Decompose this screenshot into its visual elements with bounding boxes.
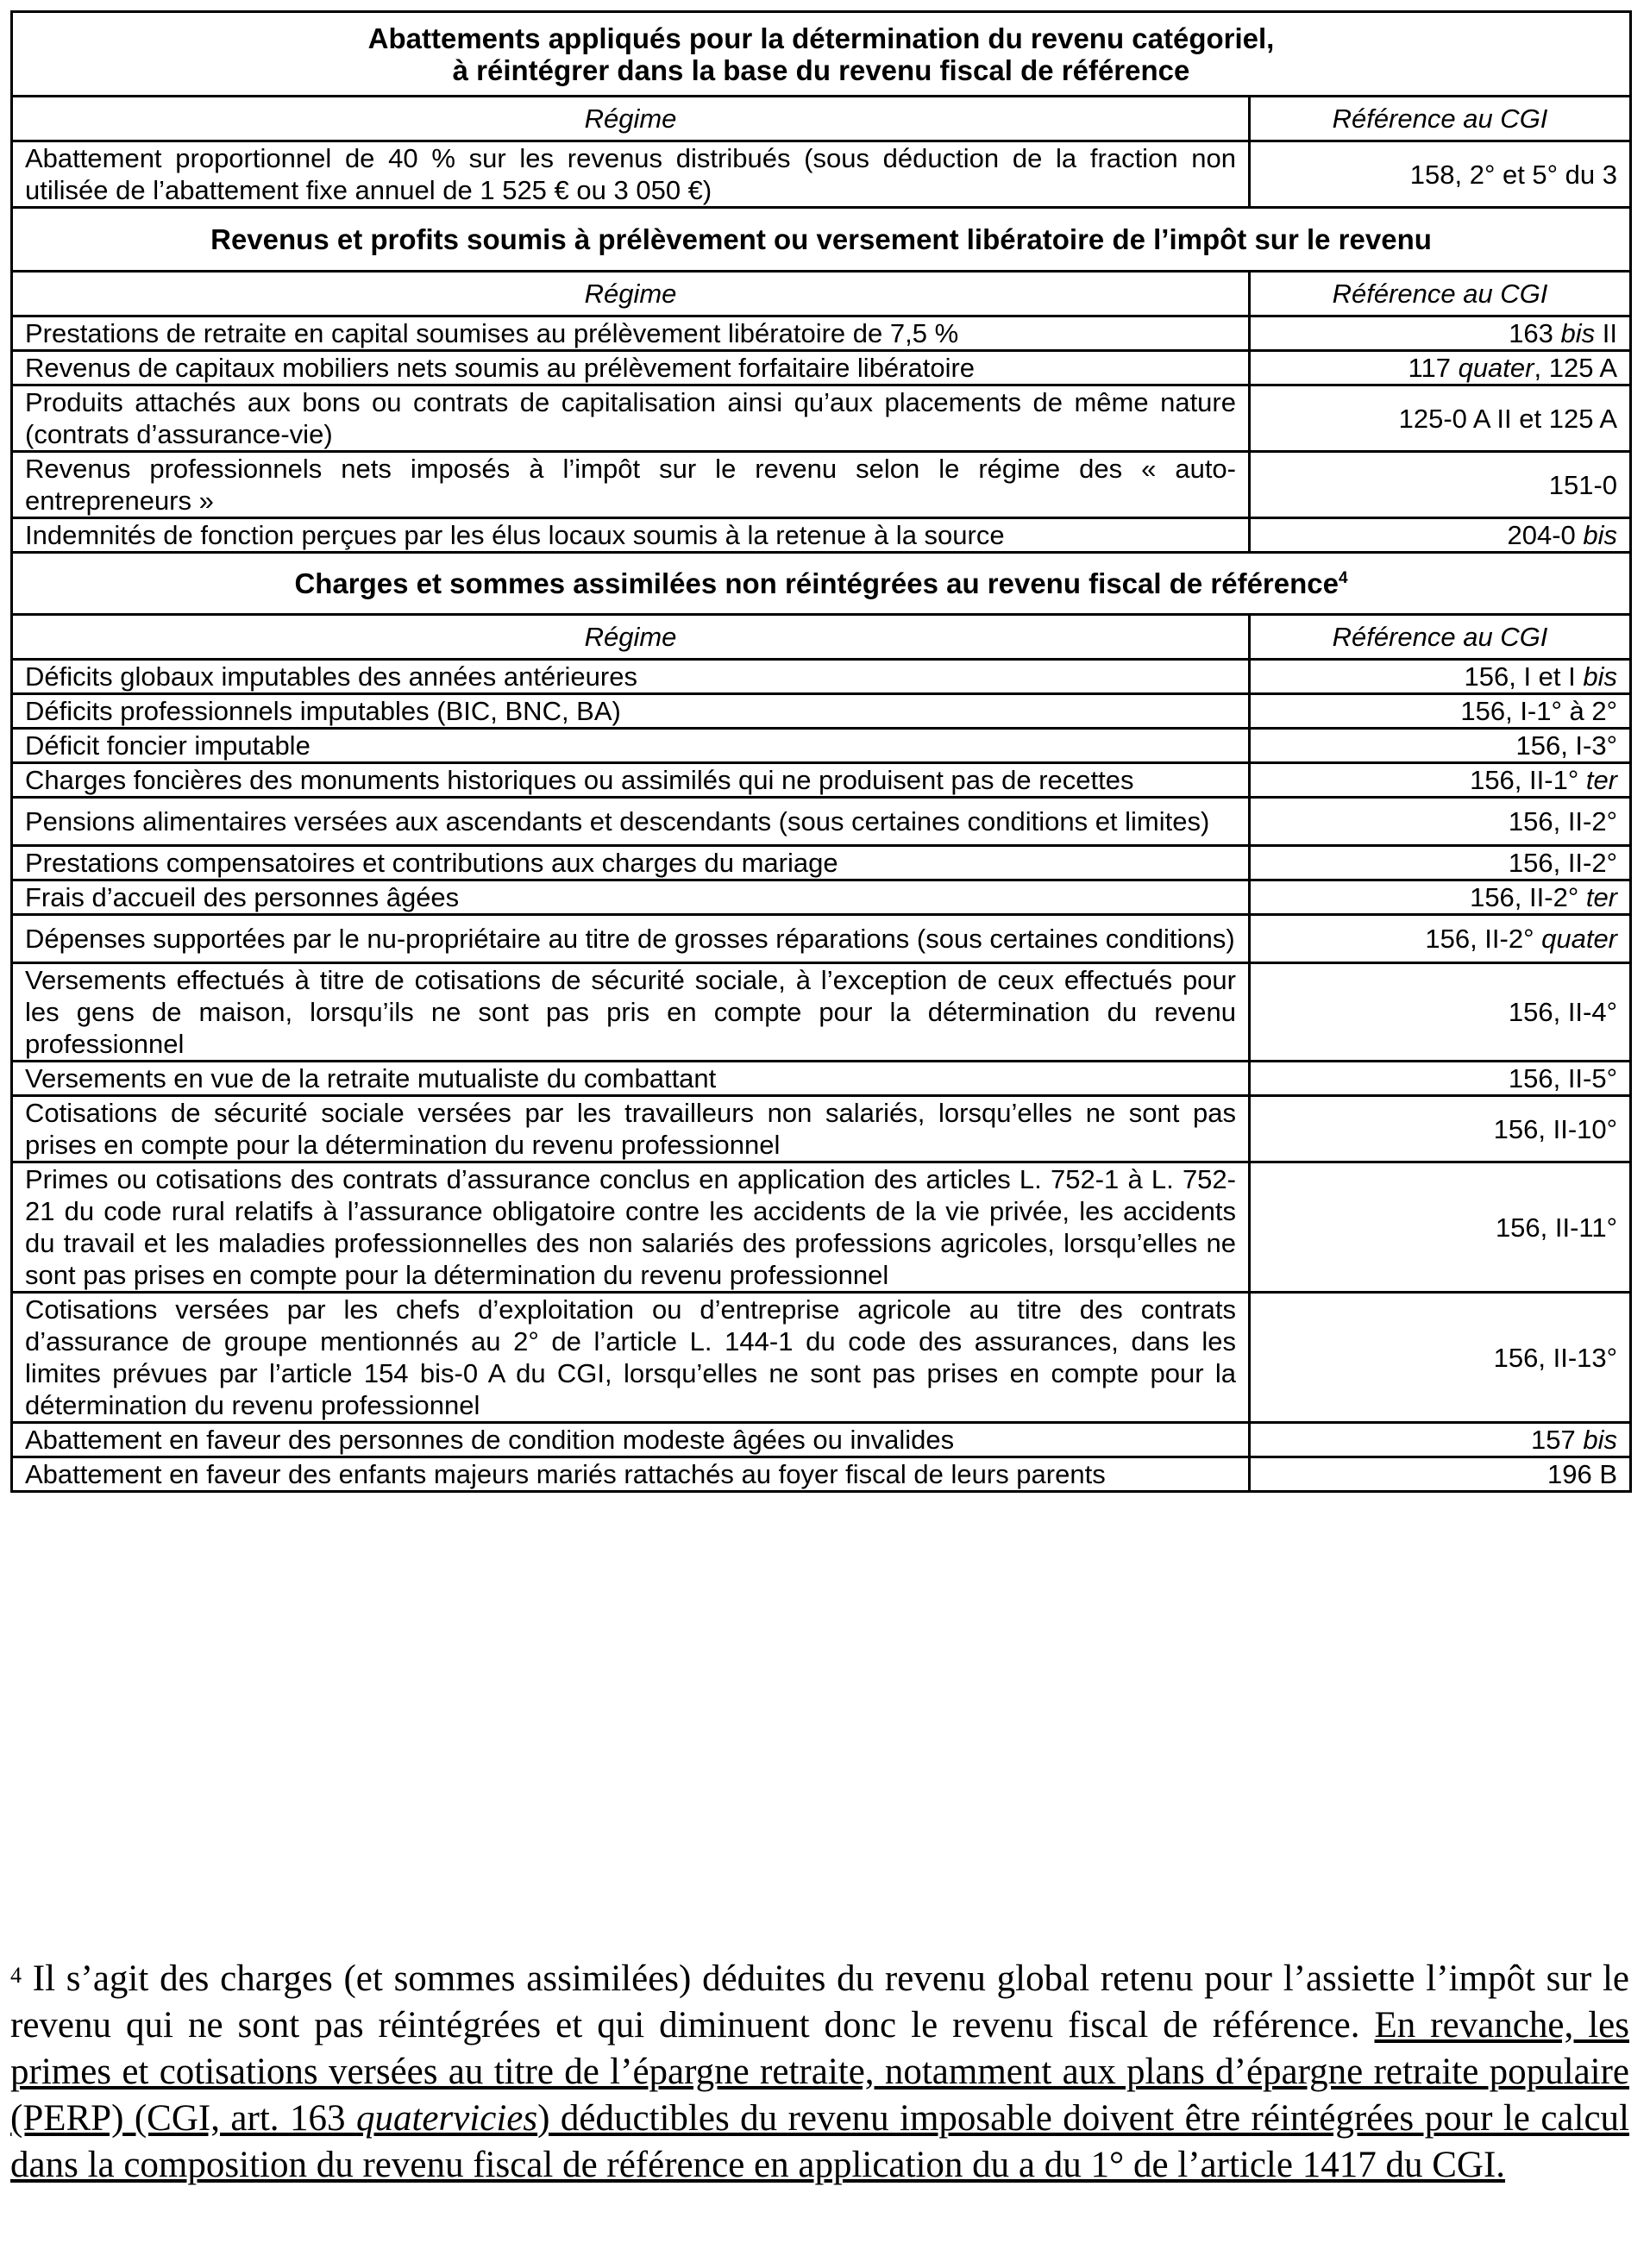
table-row [12, 729, 1631, 763]
column-header-reference: Référence au CGI [1250, 97, 1631, 141]
regime-cell: Versements effectués à titre de cotisations de sécurité sociale, à l’exception de ceux effectués pour les gens de maison, lorsqu’ils ne sont pas pris en compte pour la détermination du revenu professionnel [12, 963, 1250, 1062]
reference-italic: ter [1585, 882, 1618, 912]
column-header-row [12, 615, 1631, 660]
reference-cell [1250, 963, 1631, 1062]
reference-cell [1250, 518, 1631, 553]
regime-cell: Cotisations versées par les chefs d’exploitation ou d’entreprise agricole au titre des contrats d’assurance de groupe mentionnés au 2° de l’article L. 144-1 du code des assurances, dans les limites prévues par l’article 154 bis-0 A du CGI, lorsqu’elles ne sont pas prises en compte pour la détermination du revenu professionnel [12, 1293, 1250, 1423]
reference-cell [1250, 846, 1631, 880]
section-title-line-1: Abattements appliqués pour la détermination du revenu catégoriel, [367, 22, 1275, 54]
regime-cell: Prestations de retraite en capital soumises au prélèvement libératoire de 7,5 % [12, 316, 1250, 351]
table-row [12, 385, 1631, 452]
reference-text: 204-0 [1507, 520, 1584, 550]
column-header-reference: Référence au CGI [1250, 272, 1631, 316]
section-title [12, 208, 1631, 272]
reference-text: 156, II-10° [1493, 1113, 1618, 1144]
reference-italic: ter [1585, 765, 1618, 795]
table-row [12, 798, 1631, 846]
regime-cell: Primes ou cotisations des contrats d’assurance conclus en application des articles L. 752-1 à L. 752-21 du code rural relatifs à l’assurance obligatoire contre les accidents de la vie privée, les accidents du travail et les maladies professionnelles des non salariés des professions agricoles, lorsqu’elles ne sont pas prises en compte pour la détermination du revenu professionnel [12, 1162, 1250, 1293]
footnote-reference: 4 [1339, 569, 1348, 587]
reference-italic: quater [1458, 353, 1534, 383]
table-row [12, 694, 1631, 729]
reference-text: 156, II-5° [1508, 1063, 1618, 1093]
reference-text: 196 B [1547, 1459, 1618, 1489]
reference-cell [1250, 660, 1631, 694]
table-row [12, 518, 1631, 553]
column-header-regime: Régime [12, 272, 1250, 316]
footnote-text: Il s’agit des charges (et sommes assimilées) déduites du revenu global retenu pour l’assiette l’impôt sur le revenu qui ne sont pas réintégrées et qui diminuent donc le revenu fiscal de référence. [10, 1958, 1629, 2046]
reference-cell [1250, 1293, 1631, 1423]
reference-text: 156, II-2° [1470, 882, 1586, 912]
reference-cell [1250, 452, 1631, 518]
reference-italic: bis [1560, 318, 1596, 348]
reference-text: 156, II-2° [1508, 806, 1618, 836]
regime-cell: Indemnités de fonction perçues par les élus locaux soumis à la retenue à la source [12, 518, 1250, 553]
column-header-row [12, 97, 1631, 141]
footnote-mark: 4 [10, 1963, 22, 1988]
reference-italic: bis [1583, 520, 1618, 550]
reference-cell [1250, 798, 1631, 846]
reference-text: 157 [1531, 1425, 1584, 1455]
column-header-reference: Référence au CGI [1250, 615, 1631, 660]
column-header-regime: Régime [12, 97, 1250, 141]
reference-text: 117 [1408, 353, 1459, 383]
table-row [12, 880, 1631, 915]
reference-cell [1250, 915, 1631, 963]
regime-cell: Abattement en faveur des enfants majeurs mariés rattachés au foyer fiscal de leurs parents [12, 1457, 1250, 1492]
reference-cell [1250, 1162, 1631, 1293]
table-body [12, 12, 1631, 1492]
table-row [12, 1423, 1631, 1457]
reference-text: 158, 2° et 5° du 3 [1409, 159, 1618, 190]
reference-text: 156, II-1° [1470, 765, 1586, 795]
regime-cell: Frais d’accueil des personnes âgées [12, 880, 1250, 915]
table-row [12, 915, 1631, 963]
reference-text: 156, II-2° [1508, 848, 1618, 878]
footnote-underlined-italic: quatervicies [355, 2098, 538, 2139]
regime-cell: Revenus de capitaux mobiliers nets soumis au prélèvement forfaitaire libératoire [12, 351, 1250, 385]
table-row [12, 316, 1631, 351]
table-row [12, 351, 1631, 385]
section-title-row [12, 208, 1631, 272]
footnote [10, 1956, 1629, 2189]
regime-cell: Charges foncières des monuments historiques ou assimilés qui ne produisent pas de recettes [12, 763, 1250, 798]
table-row [12, 1062, 1631, 1096]
column-header-row [12, 272, 1631, 316]
regime-cell: Produits attachés aux bons ou contrats de capitalisation ainsi qu’aux placements de même nature (contrats d’assurance-vie) [12, 385, 1250, 452]
reference-cell [1250, 141, 1631, 208]
reference-text: 156, I et I [1464, 661, 1584, 692]
table-row [12, 763, 1631, 798]
regime-cell: Versements en vue de la retraite mutualiste du combattant [12, 1062, 1250, 1096]
table-row [12, 1293, 1631, 1423]
regime-cell: Déficits professionnels imputables (BIC, BNC, BA) [12, 694, 1250, 729]
table-row [12, 1096, 1631, 1162]
regime-cell: Pensions alimentaires versées aux ascendants et descendants (sous certaines conditions et limites) [12, 798, 1250, 846]
reference-cell [1250, 694, 1631, 729]
regime-cell: Déficits globaux imputables des années antérieures [12, 660, 1250, 694]
reference-cell [1250, 351, 1631, 385]
reference-text: 156, II-13° [1493, 1342, 1618, 1373]
table-row [12, 1457, 1631, 1492]
section-title-row [12, 553, 1631, 615]
reference-text: 156, II-11° [1495, 1212, 1618, 1243]
regime-cell: Abattement en faveur des personnes de condition modeste âgées ou invalides [12, 1423, 1250, 1457]
reference-text: 156, II-4° [1508, 997, 1618, 1027]
footnote-underlined-text-2: ) déductibles du revenu imposable doivent être réintégrées pour le calcul dans la composition du revenu fiscal de référence en application du a du 1° de l’article 1417 du CGI. [10, 2098, 1629, 2185]
footnote-underlined-text-1: En revanche, les primes et cotisations versées au titre de l’épargne retraite, notamment aux plans d’épargne retraite populaire (PERP) (CGI, art. 163 [10, 2005, 1629, 2139]
reference-cell [1250, 1096, 1631, 1162]
reference-text: 151-0 [1548, 469, 1618, 500]
reference-text: 125-0 A II et 125 A [1398, 403, 1618, 434]
section-title-line-2: à réintégrer dans la base du revenu fiscal de référence [452, 53, 1190, 86]
column-header-regime: Régime [12, 615, 1250, 660]
reference-cell [1250, 1423, 1631, 1457]
table-row [12, 660, 1631, 694]
reference-cell [1250, 729, 1631, 763]
reference-italic: bis [1583, 1425, 1618, 1455]
reference-suffix: , 125 A [1534, 353, 1618, 383]
reference-italic: quater [1541, 924, 1618, 954]
regime-cell: Déficit foncier imputable [12, 729, 1250, 763]
table-row [12, 452, 1631, 518]
table-row [12, 846, 1631, 880]
table-row [12, 963, 1631, 1062]
section-title [12, 12, 1631, 97]
reference-cell [1250, 880, 1631, 915]
reference-cell [1250, 763, 1631, 798]
reference-italic: bis [1583, 661, 1618, 692]
section-title-text: Charges et sommes assimilées non réintégrées au revenu fiscal de référence [294, 567, 1339, 599]
regime-cell: Cotisations de sécurité sociale versées par les travailleurs non salariés, lorsqu’elles ne sont pas prises en compte pour la détermination du revenu professionnel [12, 1096, 1250, 1162]
regime-cell: Revenus professionnels nets imposés à l’impôt sur le revenu selon le régime des « auto-entrepreneurs » [12, 452, 1250, 518]
table-row [12, 1162, 1631, 1293]
section-title-text: Revenus et profits soumis à prélèvement ou versement libératoire de l’impôt sur le revenu [210, 223, 1432, 255]
reference-cell [1250, 385, 1631, 452]
cgi-reference-table [10, 10, 1632, 1493]
reference-cell [1250, 1062, 1631, 1096]
regime-cell: Prestations compensatoires et contributions aux charges du mariage [12, 846, 1250, 880]
reference-suffix: II [1595, 318, 1618, 348]
reference-cell [1250, 316, 1631, 351]
regime-cell: Abattement proportionnel de 40 % sur les revenus distribués (sous déduction de la fraction non utilisée de l’abattement fixe annuel de 1 525 € ou 3 050 €) [12, 141, 1250, 208]
reference-text: 163 [1509, 318, 1561, 348]
reference-text: 156, II-2° [1425, 924, 1542, 954]
section-title [12, 553, 1631, 615]
regime-cell: Dépenses supportées par le nu-propriétaire au titre de grosses réparations (sous certaines conditions) [12, 915, 1250, 963]
table-row [12, 141, 1631, 208]
reference-text: 156, I-3° [1515, 730, 1618, 761]
section-title-row [12, 12, 1631, 97]
reference-cell [1250, 1457, 1631, 1492]
reference-text: 156, I-1° à 2° [1460, 696, 1618, 726]
